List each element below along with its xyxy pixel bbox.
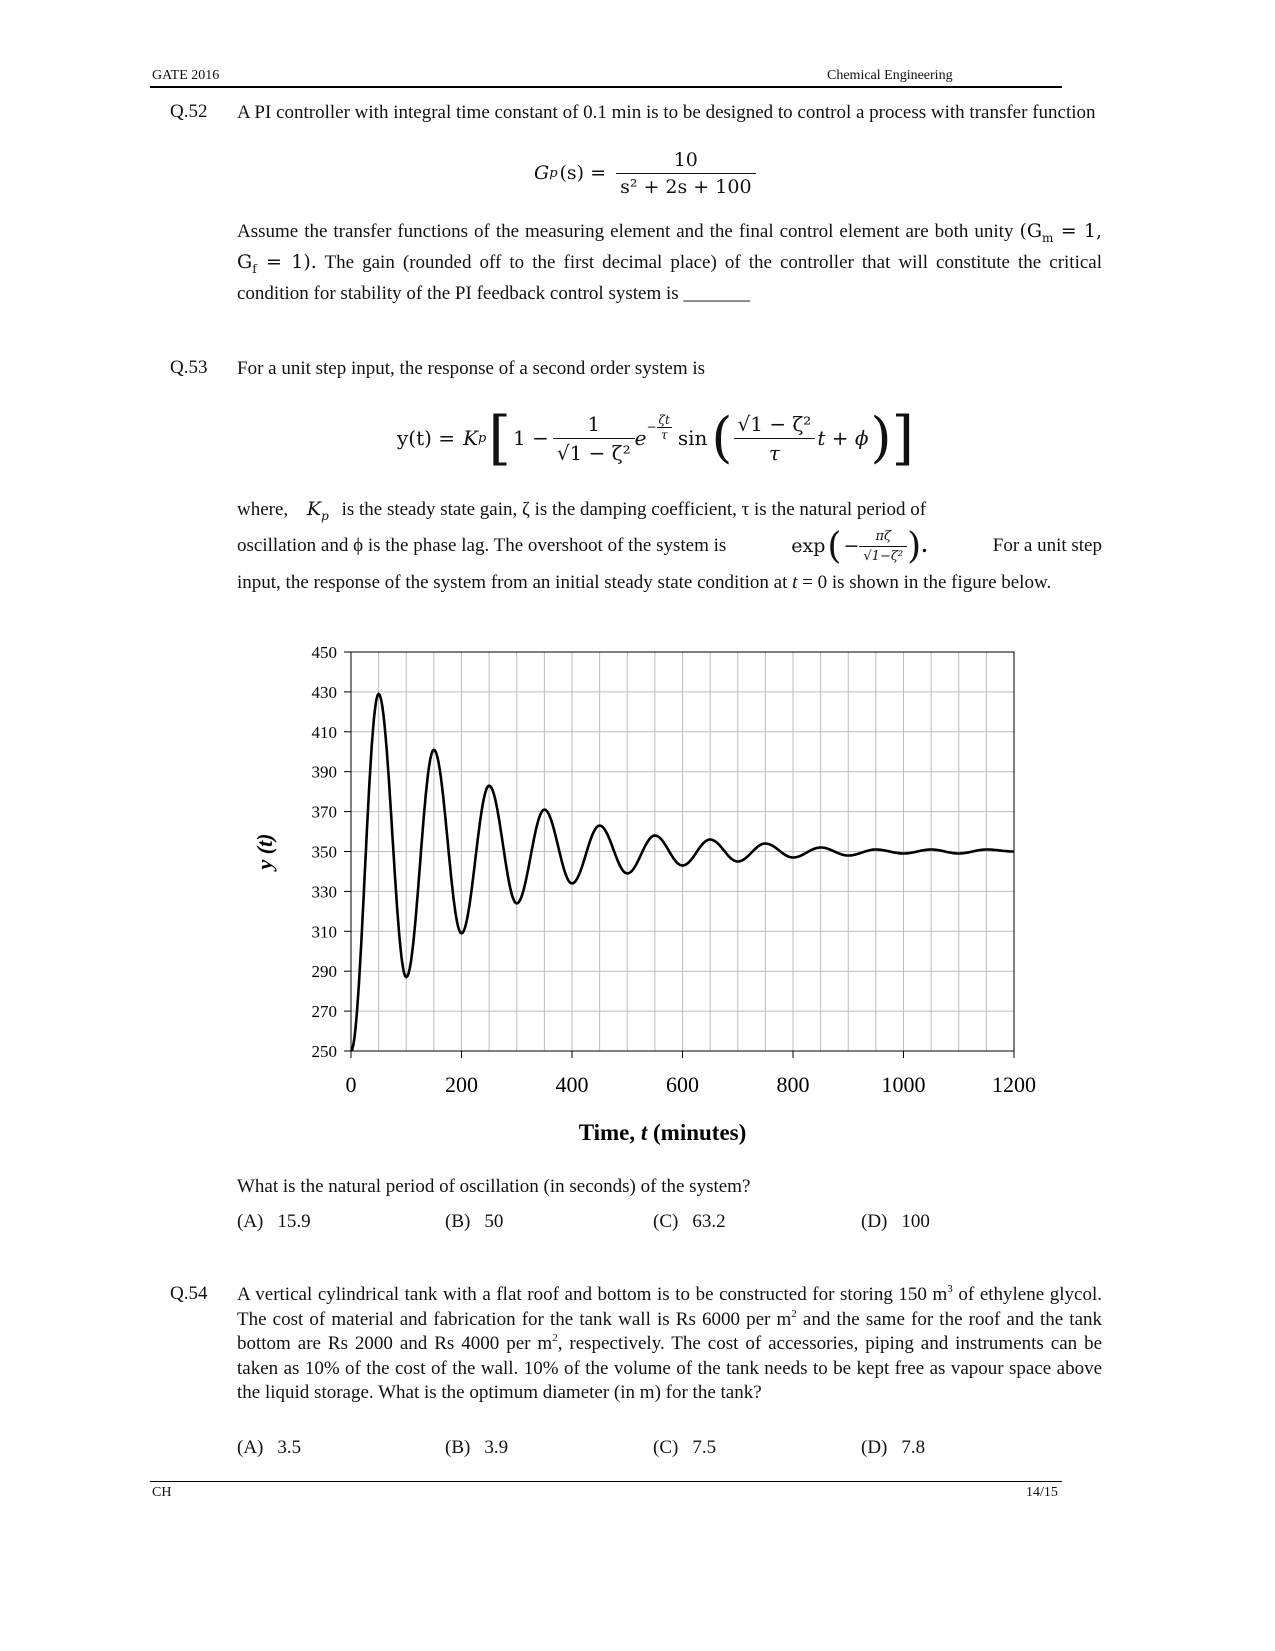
q53-question: What is the natural period of oscillation (in seconds) of the system? [237,1176,751,1197]
x-label-var: t [640,1120,648,1145]
q54-option-a[interactable] [237,1437,301,1459]
y-tick-label: 450 [311,643,337,662]
option-label: (B) [445,1437,471,1458]
y-tick-label: 370 [311,802,337,822]
q53-eq-k-sub: p [478,430,487,446]
x-tick-label: 400 [555,1072,589,1097]
q53-option-c[interactable] [653,1211,726,1233]
y-tick-label: 350 [311,842,337,862]
q53-eq-k: K [463,426,479,450]
q53-osc-num: πζ [859,529,907,547]
q52-eq-den: s² + 2s + 100 [620,175,752,198]
option-label: (D) [861,1437,888,1458]
q53-option-d[interactable] [861,1211,930,1233]
footer-rule [150,1481,1062,1482]
header-subject: Chemical Engineering [827,68,953,83]
q53-intro: For a unit step input, the response of a second order system is [237,358,706,379]
option-label: (B) [445,1211,471,1232]
q52-eq-g: G [534,162,550,184]
x-label-suffix: (minutes) [647,1120,747,1145]
q53-osc-expr: exp ( − $\frac{\pi\zeta}{\text{√1−ζ²}}$ ) . [791,525,928,567]
q54-option-c[interactable] [653,1437,716,1459]
q53-eq-y: y(t) = [397,426,456,450]
q53-input-t: t [792,572,798,593]
q53-input-b: = 0 is shown in the figure below. [802,572,1052,593]
option-value: 50 [484,1211,504,1232]
q52-para-b: The gain (rounded off to the first decimal place) of the controller that will constitute the critical condition for stability of the PI feedback control system is _______ [237,252,1102,304]
q53-where-a: where, [237,499,289,520]
x-tick-label: 1000 [881,1072,926,1097]
q53-option-b[interactable] [445,1211,503,1233]
q53-eq-e: e [634,426,647,450]
q52-math-sub-f: f [252,262,257,277]
q53-osc-b: For a unit step [992,535,1102,556]
option-value: 3.9 [484,1437,509,1458]
q52-math-mid: = 1, G [237,220,1102,274]
q52-eq-arg: (s) = [559,162,607,184]
option-value: 3.5 [277,1437,302,1458]
chart-x-axis-label [579,1120,747,1145]
q52-number: Q.52 [170,101,208,122]
option-label: (C) [653,1211,679,1232]
q53-exp-num: ζt [658,412,670,427]
q54-l2-sup: 2 [791,1307,797,1320]
q52-eq-sub: p [549,165,558,181]
q53-eq-exponent: − $\frac{\zeta t}{\tau}$ [646,412,670,442]
q53-where-k-sub: p [321,508,329,523]
q54-l1-sup: 3 [947,1283,953,1295]
q53-eq-frac2-den: τ [768,440,780,465]
q54-text [237,1283,1102,1406]
q52-math-gm: (G [1019,220,1043,242]
footer-code: CH [152,1485,172,1500]
q53-where-k-letter: K [306,498,322,520]
q54-l4: accessories, piping and instruments can be taken as 10% of the cost of the wall. 10% of the volume of the tank needs to be kept free as vapour space above the liquid storage. What is the optimum diameter (in m) for the tank? [237,1333,1103,1403]
q52-eq-num: 10 [616,149,755,174]
y-tick-label: 310 [311,922,337,942]
q54-option-b[interactable] [445,1437,508,1459]
option-label: (D) [861,1211,888,1232]
header-exam-name: GATE 2016 [152,68,220,83]
q54-l3-sup: 2 [552,1332,558,1344]
chart-y-ticks [312,643,352,1061]
q53-left-bracket: [ [488,404,511,472]
y-tick-label: 390 [311,762,337,782]
q53-right-bracket: ] [891,404,915,472]
x-tick-label: 0 [345,1072,357,1097]
q53-where-b: is the steady state gain, ζ is the damping coefficient, τ is the natural period of [341,499,927,520]
y-tick-label: 270 [311,1002,337,1022]
q53-osc-exp: exp [791,535,826,557]
q52-math-sub-m: m [1042,230,1054,245]
q54-l2: ethylene glycol. The cost of material and fabrication for the tank wall is Rs 6000 per m [237,1284,1103,1330]
x-label-prefix: Time, [578,1120,641,1145]
y-tick-label: 430 [311,682,337,702]
footer-page-number: 14/15 [1026,1485,1058,1500]
y-tick-label: 330 [311,882,337,902]
q53-osc-den: √1−ζ² [863,548,904,564]
chart-y-axis-label: y (t) [252,833,277,870]
q53-eq-frac1-den: √1 − ζ² [556,440,631,465]
x-tick-label: 600 [666,1072,699,1097]
option-value: 63.2 [692,1211,726,1232]
q53-eq-frac2-num: √1 − ζ² [734,412,816,439]
q52-para-a: Assume the transfer functions of the measuring element and the final control element are both unity [237,221,1014,242]
option-value: 7.5 [692,1437,717,1458]
option-label: (C) [653,1437,679,1458]
option-value: 15.9 [277,1211,311,1232]
q53-eq-one: 1 − [512,426,549,450]
q54-l3-end: , respectively. The cost of [557,1333,762,1354]
q53-input-a: input, the response of the system from an initial steady state condition at [237,572,788,593]
x-tick-label: 1200 [992,1072,1036,1097]
q53-left-paren: ( [711,406,733,469]
q53-eq-frac1-num: 1 [553,412,635,439]
y-tick-label: 290 [311,962,337,982]
q53-option-a[interactable] [237,1211,311,1233]
q54-l1-end: of [958,1284,975,1305]
q54-number: Q.54 [170,1283,208,1304]
q54-l3: same for the roof and the tank bottom are Rs 2000 and Rs 4000 per m [237,1308,1103,1354]
q53-osc-a: oscillation and ϕ is the phase lag. The overshoot of the system is [237,535,727,556]
q52-math-end: = 1). [266,251,317,274]
q53-right-paren: ) [870,406,892,469]
y-tick-label: 410 [311,722,337,742]
q54-option-d[interactable] [861,1437,925,1459]
q54-l2-end: and the [802,1308,860,1330]
option-label: (A) [237,1437,264,1458]
chart-x-ticks [346,1051,1037,1097]
q52-intro: A PI controller with integral time constant of 0.1 min is to be designed to control a process with transfer function [237,102,1096,123]
q54-l1: A vertical cylindrical tank with a flat roof and bottom is to be constructed for storing 150 m [237,1284,948,1305]
option-label: (A) [237,1211,264,1232]
option-value: 7.8 [901,1437,926,1458]
x-tick-label: 800 [776,1072,810,1097]
y-tick-label: 250 [311,1042,337,1061]
x-tick-label: 200 [445,1072,478,1097]
q53-eq-tail: t + ϕ [817,426,869,450]
option-value: 100 [901,1211,930,1232]
q53-exp-den: τ [660,427,668,442]
q53-eq-sin: sin [677,426,708,450]
q53-number: Q.53 [170,357,208,378]
